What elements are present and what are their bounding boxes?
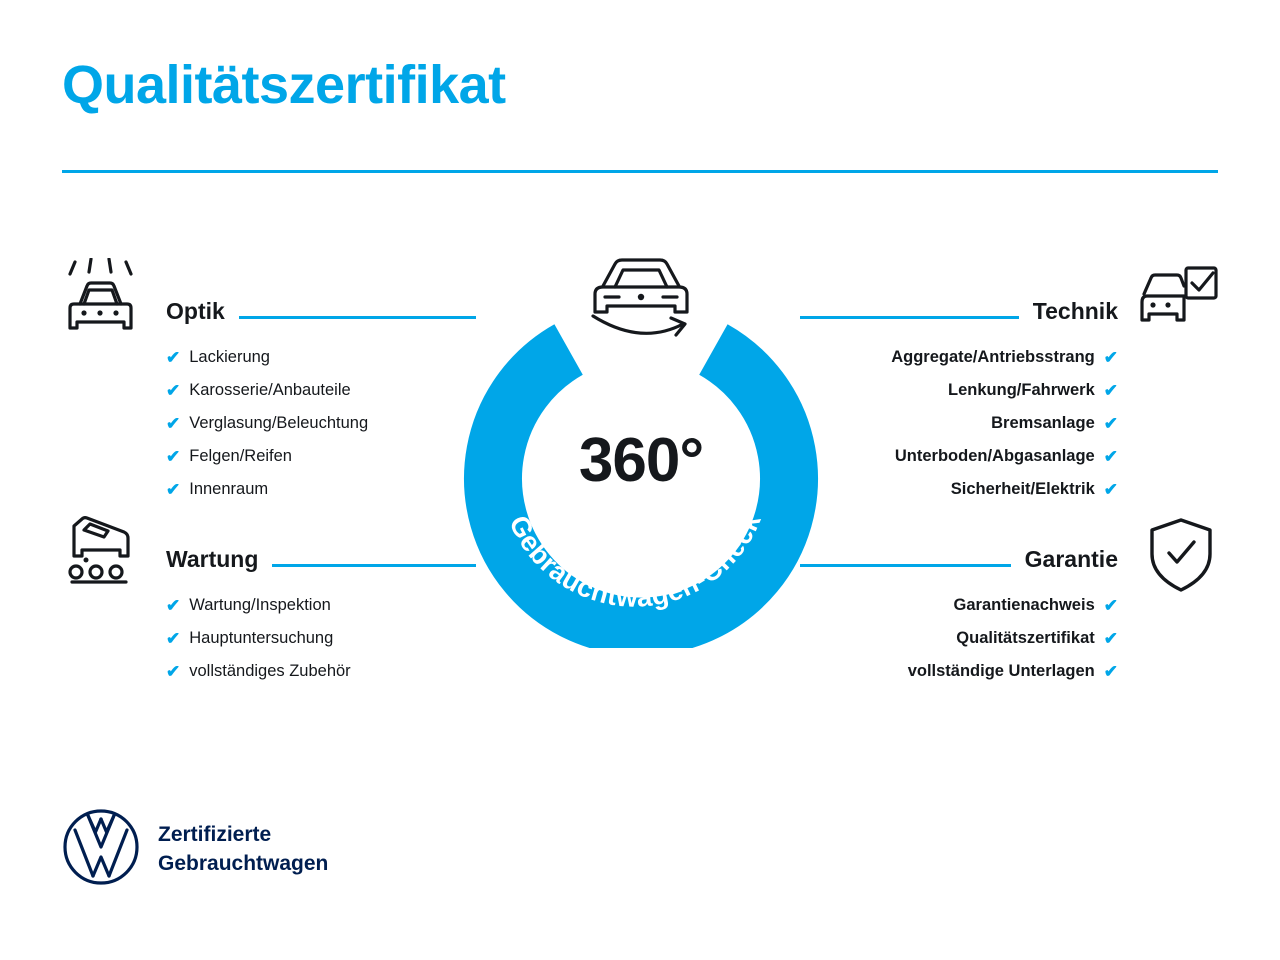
list-item-label: Sicherheit/Elektrik [950,480,1095,499]
list-item-label: Aggregate/Antriebsstrang [891,348,1095,367]
section-technik [800,300,1118,498]
section-garantie-list [800,597,1118,680]
vw-logo [62,808,140,891]
list-item-label: Qualitätszertifikat [956,629,1095,648]
check-icon: ✔ [166,662,181,681]
list-item-label: Garantienachweis [953,596,1095,615]
badge-value: 360° [578,426,704,495]
list-item [166,448,476,465]
list-item [800,382,1118,399]
list-item-label: Hauptuntersuchung [189,629,334,648]
footer-brand [62,808,328,891]
list-item-label: Innenraum [189,480,269,499]
check-icon: ✔ [166,381,181,400]
section-optik [166,300,476,498]
car-lift-icon [62,508,144,593]
list-item-label: Lackierung [189,348,270,367]
section-technik-list [800,349,1118,498]
check-icon: ✔ [1103,447,1118,466]
footer-line-2: Gebrauchtwagen [158,851,329,875]
section-wartung-title: Wartung [166,546,259,572]
shield-check-icon [1148,516,1214,599]
list-item-label: vollständiges Zubehör [189,662,351,681]
car-wash-icon [62,258,144,349]
check-icon: ✔ [166,629,181,648]
section-technik-header [800,300,1118,325]
check-icon: ✔ [166,414,181,433]
section-wartung-list [166,597,476,680]
list-item [800,663,1118,680]
list-item-label: Lenkung/Fahrwerk [948,381,1095,400]
page-title: Qualitätszertifikat [62,55,506,115]
list-item [166,349,476,366]
list-item [166,481,476,498]
list-item [166,630,476,647]
section-optik-list [166,349,476,498]
title-divider [62,170,1218,173]
list-item [800,630,1118,647]
list-item-label: vollständige Unterlagen [907,662,1095,681]
check-icon: ✔ [1103,662,1118,681]
section-optik-rule [239,316,476,319]
section-technik-rule [800,316,1019,319]
check-icon: ✔ [1103,414,1118,433]
footer-line-1: Zertifizierte [158,823,272,847]
section-wartung-rule [272,564,476,567]
list-item [800,481,1118,498]
list-item-label: Wartung/Inspektion [189,596,331,615]
section-wartung [166,548,476,680]
list-item [166,663,476,680]
section-optik-header [166,300,476,325]
section-garantie-header [800,548,1118,573]
section-optik-title: Optik [166,298,225,324]
gebrauchtwagen-check-badge [463,250,819,650]
car-checklist-icon [1140,262,1222,345]
check-icon: ✔ [166,447,181,466]
check-icon: ✔ [166,596,181,615]
list-item [800,448,1118,465]
list-item-label: Bremsanlage [991,414,1095,433]
list-item-label: Karosserie/Anbauteile [189,381,351,400]
check-icon: ✔ [166,480,181,499]
section-garantie-rule [800,564,1011,567]
check-icon: ✔ [1103,381,1118,400]
check-icon: ✔ [1103,596,1118,615]
list-item-label: Felgen/Reifen [189,447,292,466]
check-icon: ✔ [1103,348,1118,367]
check-icon: ✔ [1103,629,1118,648]
list-item-label: Verglasung/Beleuchtung [189,414,369,433]
section-garantie-title: Garantie [1024,546,1118,572]
check-icon: ✔ [166,348,181,367]
list-item [800,415,1118,432]
check-icon: ✔ [1103,480,1118,499]
list-item [166,597,476,614]
list-item [800,597,1118,614]
list-item [800,349,1118,366]
section-technik-title: Technik [1032,298,1118,324]
section-garantie [800,548,1118,680]
footer-text [158,821,328,878]
section-wartung-header [166,548,476,573]
list-item-label: Unterboden/Abgasanlage [894,447,1095,466]
list-item [166,415,476,432]
ring-label: Gebrauchtwagen-Check [503,508,767,614]
list-item [166,382,476,399]
